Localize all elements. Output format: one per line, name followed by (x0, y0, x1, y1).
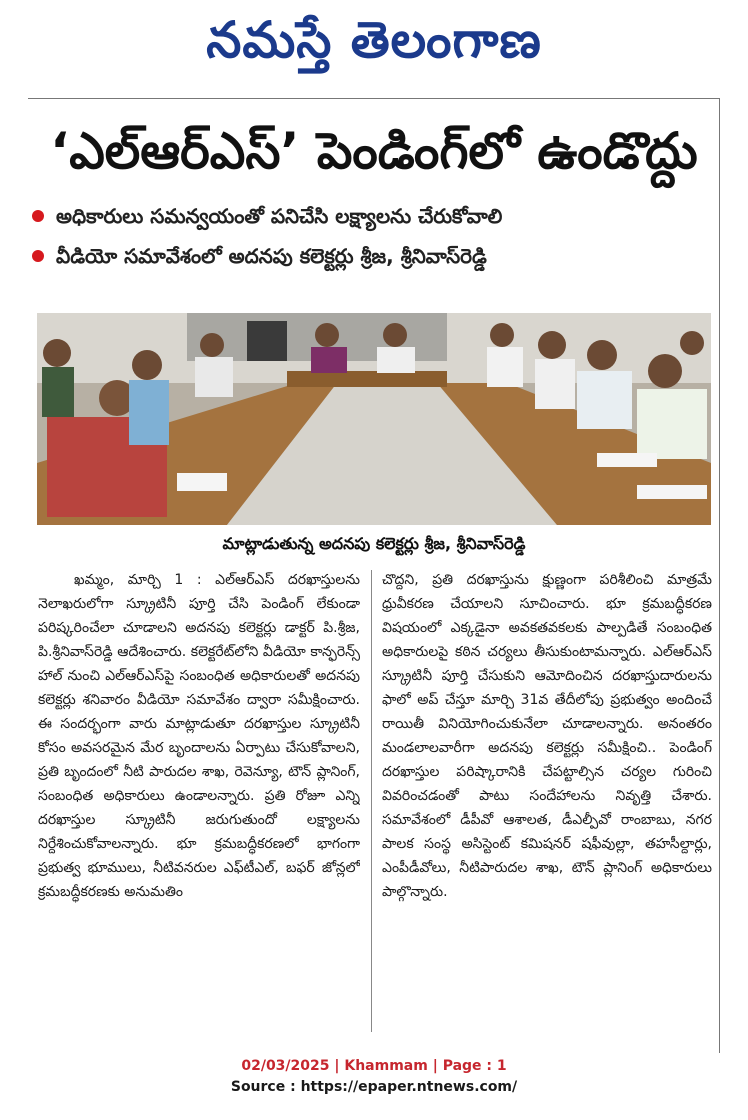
subheadline-list (30, 196, 720, 276)
meeting-photo-illustration (37, 313, 711, 525)
column-divider (371, 570, 372, 1032)
source-footer (0, 1056, 748, 1098)
bullet-dot-icon (32, 250, 44, 262)
photo-caption: మాట్లాడుతున్న అదనపు కలెక్టర్లు శ్రీజ, శ్రీనివాస్‌రెడ్డి (222, 534, 526, 553)
bullet-dot-icon (32, 210, 44, 222)
footer-source-link[interactable]: Source : https://epaper.ntnews.com/ (230, 1079, 518, 1095)
subheadline-item (30, 196, 720, 236)
subheadline-item (30, 236, 720, 276)
article-column-left: ఖమ్మం, మార్చి 1 : ఎల్‌ఆర్‌ఎస్‌ దరఖాస్తులను నెలాఖరులోగా స్క్రూటినీ పూర్తి చేసి పెండింగ్‌ లేకుండా పరిష్కరించేలా చూడాలని అదనపు కలెక్టర్లు డాక్టర్‌ పి.శ్రీజ, పి.శ్రీనివాస్‌రెడ్డి ఆదేశించారు. కలెక్టరేట్‌లోని వీడియో కాన్ఫరెన్స్‌ హాల్‌ నుంచి ఎల్‌ఆర్‌ఎస్‌పై సంబంధిత అధికారులతో అదనపు కలెక్టర్లు శనివారం వీడియో సమావేశం ద్వారా సమీక్షించారు. ఈ సందర్భంగా వారు మాట్లాడుతూ దరఖాస్తుల స్క్రూటినీ కోసం అవసరమైన మేర బృందాలను ఏర్పాటు చేసుకోవాలని, ప్రతి బృందంలో నీటి పారుదల శాఖ, రెవెన్యూ, టౌన్‌ ప్లానింగ్‌, సంబంధిత అధికారులు ఉండాలన్నారు. ప్రతి రోజూ ఎన్ని దరఖాస్తుల స్క్రూటినీ జరుగుతుందో లక్ష్యాలను నిర్దేశించుకోవాలన్నారు. భూ క్రమబద్ధీకరణలో భాగంగా ప్రభుత్వ భూములు, నీటివనరుల ఎఫ్‌టీఎల్‌, బఫర్‌ జోన్లలో క్రమబద్ధీకరణకు అనుమతిం (38, 572, 360, 900)
footer-edition-info: 02/03/2025 | Khammam | Page : 1 (241, 1058, 507, 1074)
masthead-logo: నమస్తే తెలంగాణ (206, 10, 542, 69)
subheadline-text: అధికారులు సమన్వయంతో పనిచేసి లక్ష్యాలను చేరుకోవాలి (56, 204, 503, 228)
subheadline-text: వీడియో సమావేశంలో అదనపు కలెక్టర్లు శ్రీజ, శ్రీనివాస్‌రెడ్డి (56, 244, 487, 268)
meeting-photo (37, 313, 711, 525)
article-headline: ‘ఎల్‌ఆర్‌ఎస్‌’ పెండింగ్‌లో ఉండొద్దు (50, 122, 698, 180)
article-column-right: చొద్దని, ప్రతి దరఖాస్తును క్షుణ్ణంగా పరిశీలించి మాత్రమే ధ్రువీకరణ చేయాలని సూచించారు. భూ క్రమబద్ధీకరణ విషయంలో ఎక్కడైనా అవకతవకలకు పాల్పడితే సంబంధిత అధికారులపై కఠిన చర్యలు తీసుకుంటామన్నారు. ఎల్‌ఆర్‌ఎస్‌ స్క్రూటినీ పూర్తి చేసుకుని ఆమోదించిన దరఖాస్తుదారులను ఫాలో అప్‌ చేస్తూ మార్చి 31వ తేదీలోపు ప్రభుత్వం అందించే రాయితీ వినియోగించుకునేలా చూడాలన్నారు. అనంతరం మండలాలవారీగా అదనపు కలెక్టర్లు సమీక్షించి.. పెండింగ్‌ దరఖాస్తుల పరిష్కారానికి చేపట్టాల్సిన చర్యల గురించి వివరించడంతో పాటు సందేహాలను నివృత్తి చేశారు. సమావేశంలో డీపీవో ఆశాలత, డీఎల్పీవో రాంబాబు, నగర పాలక సంస్థ అసిస్టెంట్‌ కమిషనర్‌ షఫీవుల్లా, తహసీల్దార్లు, ఎంపీడీవోలు, నీటిపారుదల శాఖ, టౌన్‌ ప్లానింగ్‌ అధికారులు పాల్గొన్నారు. (382, 572, 712, 900)
frame-top-rule (28, 98, 720, 99)
